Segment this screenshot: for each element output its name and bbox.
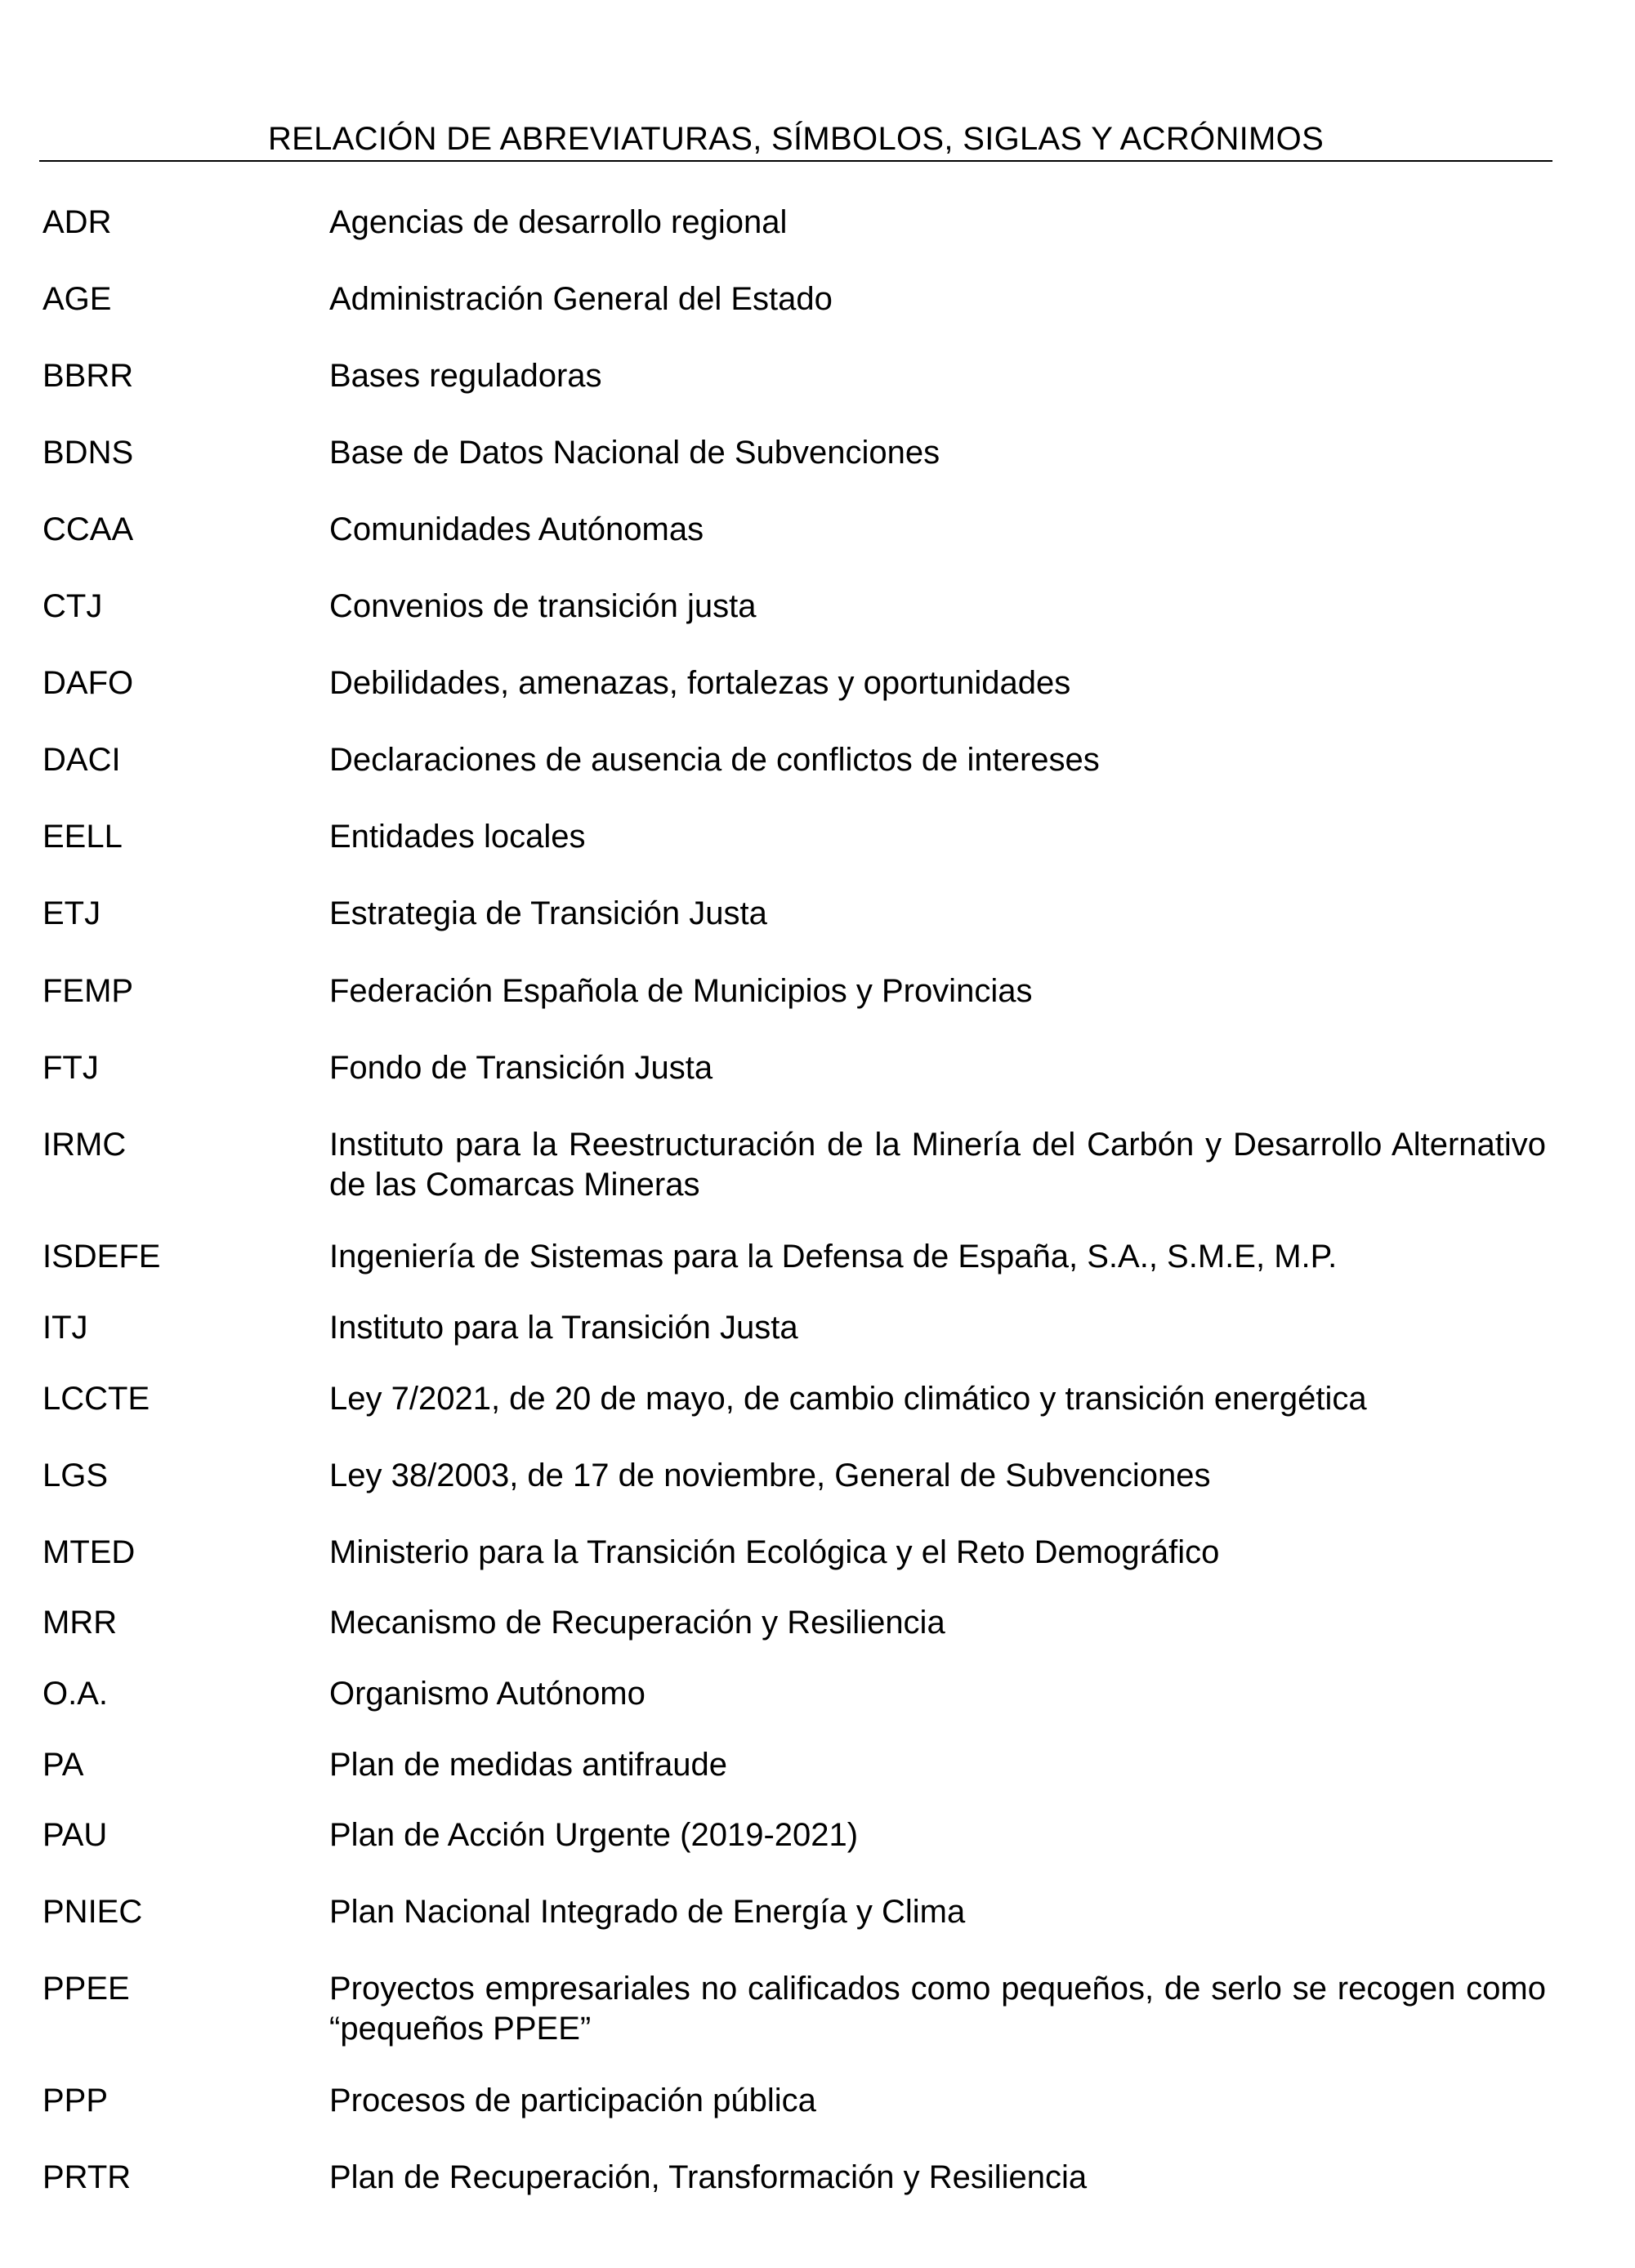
definition: Declaraciones de ausencia de conflictos de intereses <box>329 742 1100 778</box>
abbreviation: O.A. <box>42 1676 109 1712</box>
abbreviation: BBRR <box>42 358 134 394</box>
list-item <box>0 1125 1635 1207</box>
definition: Bases reguladoras <box>329 358 602 394</box>
definition: Plan de medidas antifraude <box>329 1747 727 1783</box>
list-item <box>0 2081 1635 2163</box>
definition: Administración General del Estado <box>329 281 833 317</box>
abbreviation: ADR <box>42 204 112 240</box>
definition: Federación Española de Municipios y Provincias <box>329 973 1033 1009</box>
abbreviation: MRR <box>42 1605 118 1641</box>
definition: Entidades locales <box>329 819 586 855</box>
abbreviation: BDNS <box>42 435 134 471</box>
definition: Organismo Autónomo <box>329 1676 646 1712</box>
title-divider <box>39 160 1552 162</box>
list-item <box>0 433 1635 515</box>
abbreviation: FTJ <box>42 1050 99 1086</box>
definition: Debilidades, amenazas, fortalezas y oportunidades <box>329 665 1071 701</box>
list-item <box>0 1745 1635 1827</box>
abbreviation: LCCTE <box>42 1381 150 1417</box>
abbreviation: PNIEC <box>42 1894 143 1930</box>
definition: Estrategia de Transición Justa <box>329 895 767 931</box>
definition: Plan Nacional Integrado de Energía y Clima <box>329 1894 966 1930</box>
definition: Convenios de transición justa <box>329 588 757 624</box>
list-item <box>0 740 1635 822</box>
list-item <box>0 2158 1635 2239</box>
abbreviation: FEMP <box>42 973 134 1009</box>
definition: Base de Datos Nacional de Subvenciones <box>329 435 940 471</box>
list-item <box>0 510 1635 592</box>
definition: Fondo de Transición Justa <box>329 1050 713 1086</box>
list-item <box>0 1379 1635 1461</box>
abbreviation: LGS <box>42 1458 109 1493</box>
list-item <box>0 1674 1635 1756</box>
list-item <box>0 1969 1635 2051</box>
definition: Comunidades Autónomas <box>329 511 704 547</box>
definition: Instituto para la Reestructuración de la Minería del Carbón y Desarrollo Alternativo de las Comarcas Mineras <box>329 1127 1546 1203</box>
abbreviation: PRTR <box>42 2159 132 2195</box>
list-item <box>0 203 1635 284</box>
definition: Plan de Acción Urgente (2019-2021) <box>329 1817 859 1853</box>
list-item <box>0 587 1635 668</box>
definition: Agencias de desarrollo regional <box>329 204 788 240</box>
abbreviation: DACI <box>42 742 121 778</box>
abbreviation: PA <box>42 1747 84 1783</box>
abbreviation: PAU <box>42 1817 108 1853</box>
abbreviation: ISDEFE <box>42 1239 161 1275</box>
abbreviation: CCAA <box>42 511 134 547</box>
list-item <box>0 1456 1635 1538</box>
abbreviation: AGE <box>42 281 112 317</box>
list-item <box>0 1533 1635 1614</box>
list-item <box>0 279 1635 361</box>
list-item <box>0 1048 1635 1130</box>
list-item <box>0 1815 1635 1897</box>
abbreviation: PPEE <box>42 1971 130 2007</box>
list-item <box>0 971 1635 1053</box>
definition: Procesos de participación pública <box>329 2083 816 2118</box>
definition: Ley 38/2003, de 17 de noviembre, General de Subvenciones <box>329 1458 1211 1493</box>
abbreviation: DAFO <box>42 665 134 701</box>
page-title: RELACIÓN DE ABREVIATURAS, SÍMBOLOS, SIGLAS Y ACRÓNIMOS <box>267 121 1325 157</box>
list-item <box>0 894 1635 976</box>
definition: Ministerio para la Transición Ecológica y el Reto Demográfico <box>329 1534 1220 1570</box>
abbreviation: ITJ <box>42 1310 88 1346</box>
definition: Proyectos empresariales no calificados como pequeños, de serlo se recogen como “pequeños PPEE” <box>329 1971 1546 2047</box>
list-item <box>0 817 1635 899</box>
definition: Instituto para la Transición Justa <box>329 1310 798 1346</box>
definition: Ingeniería de Sistemas para la Defensa de España, S.A., S.M.E, M.P. <box>329 1239 1338 1275</box>
list-item <box>0 356 1635 438</box>
abbreviation: CTJ <box>42 588 103 624</box>
definition: Mecanismo de Recuperación y Resiliencia <box>329 1605 945 1641</box>
abbreviation: EELL <box>42 819 123 855</box>
list-item <box>0 663 1635 745</box>
abbreviation: ETJ <box>42 895 101 931</box>
list-item <box>0 1308 1635 1390</box>
abbreviation: PPP <box>42 2083 109 2118</box>
abbreviation: MTED <box>42 1534 136 1570</box>
list-item <box>0 1892 1635 1974</box>
definition: Plan de Recuperación, Transformación y Resiliencia <box>329 2159 1088 2195</box>
abbreviation: IRMC <box>42 1127 127 1163</box>
definition: Ley 7/2021, de 20 de mayo, de cambio climático y transición energética <box>329 1381 1367 1417</box>
list-item <box>0 1237 1635 1319</box>
list-item <box>0 1603 1635 1685</box>
